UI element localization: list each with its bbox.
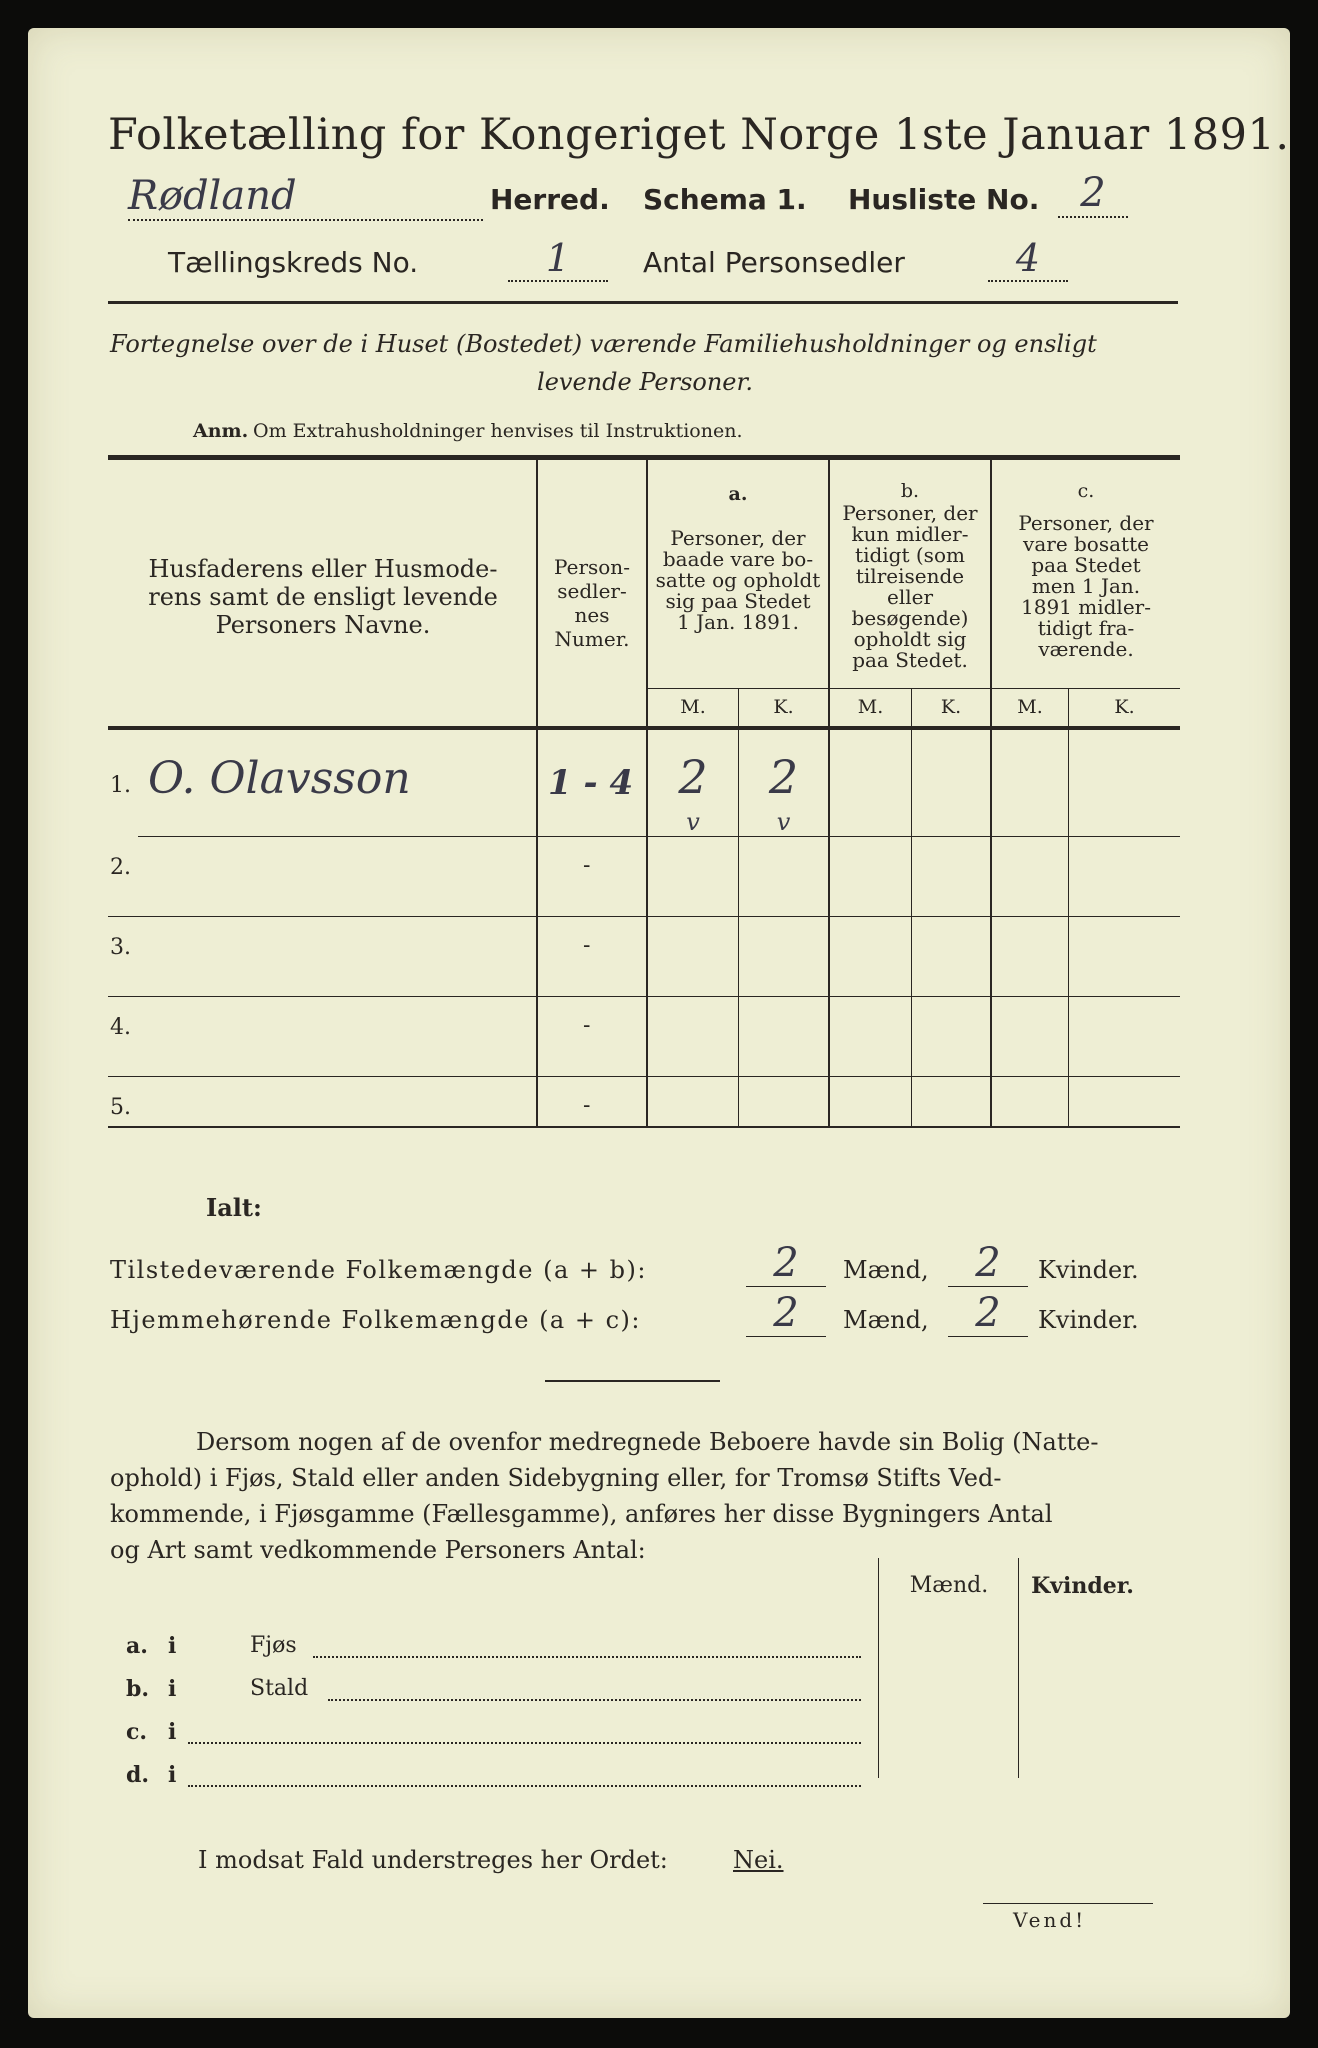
- c-k-label: K.: [1114, 696, 1135, 718]
- intro-line-1: Fortegnelse over de i Huset (Bostedet) værende Familiehusholdninger og ensligt: [110, 330, 1097, 358]
- modsat-word: Nei.: [733, 1846, 784, 1874]
- col-c-header-line: paa Stedet: [1031, 553, 1141, 577]
- note-line-4: og Art samt vedkommende Personers Antal:: [110, 1536, 646, 1564]
- row-5-persnum: -: [583, 1093, 591, 1118]
- anm-label: Anm.: [193, 420, 249, 442]
- row-3-number: 3.: [110, 935, 131, 960]
- hjemme-label: Hjemmehørende Folkemængde (a + c):: [110, 1306, 641, 1334]
- tilstede-maend-label: Mænd,: [843, 1256, 929, 1284]
- intro-line-2: levende Personer.: [537, 368, 753, 396]
- row-1-a-k-check: v: [776, 808, 791, 836]
- vend-label: Vend!: [1013, 1908, 1087, 1932]
- personsedler-label: Antal Personsedler: [643, 246, 905, 279]
- col-name-header: [113, 555, 533, 639]
- husliste-value: 2: [1058, 170, 1128, 218]
- row-3-persnum: -: [583, 933, 591, 958]
- section-divider: [545, 1380, 720, 1382]
- item-c-i: i: [168, 1719, 177, 1745]
- row-1-a-m-check: v: [686, 808, 700, 836]
- ialt-label: Ialt:: [206, 1193, 262, 1222]
- row-1-persnum: 1 - 4: [548, 763, 634, 803]
- item-b-letter: b.: [126, 1676, 150, 1702]
- col-name-header-line: rens samt de ensligt levende: [148, 583, 498, 611]
- tilstede-kvinder-value: 2: [948, 1240, 1028, 1287]
- col-a-header-line: Personer, der: [670, 526, 806, 550]
- form-title: Folketælling for Kongeriget Norge 1ste Januar 1891.: [108, 110, 1290, 160]
- col-b-header: [830, 503, 990, 671]
- b-k-label: K.: [940, 696, 962, 718]
- taellingskreds-value: 1: [508, 236, 608, 282]
- note-col-kvinder: Kvinder.: [1031, 1573, 1134, 1599]
- col-c-header-line: 1891 midler-: [1021, 595, 1151, 619]
- col-b-header-line: tidigt (som: [855, 543, 965, 567]
- row-2-line: [108, 916, 1180, 917]
- item-b-i: i: [168, 1676, 177, 1702]
- row-1-number: 1.: [110, 773, 131, 798]
- col-num-header-line: Person-: [554, 555, 630, 579]
- modsat-label: I modsat Fald understreges her Ordet:: [198, 1846, 668, 1874]
- note-col-divider-1: [878, 1558, 879, 1778]
- tilstede-label: Tilstedeværende Folkemængde (a + b):: [110, 1256, 647, 1284]
- table-header-rule: [108, 726, 1180, 730]
- col-c-header-line: Personer, der: [1018, 511, 1154, 535]
- anm-text: Om Extrahusholdninger henvises til Instruktionen.: [253, 420, 743, 442]
- row-1-a-k: 2: [768, 750, 799, 804]
- note-col-maend: Mænd.: [909, 1573, 989, 1598]
- col-name-header-line: Husfaderens eller Husmode-: [148, 555, 498, 583]
- hjemme-maend-label: Mænd,: [843, 1306, 929, 1334]
- col-num-header: [538, 555, 646, 651]
- note-col-divider-2: [1018, 1558, 1019, 1778]
- husliste-label: Husliste No.: [848, 183, 1040, 216]
- c-m-label: M.: [1017, 696, 1043, 718]
- census-form-page: [28, 28, 1290, 2018]
- item-a-label: Fjøs: [250, 1633, 297, 1658]
- col-c-header-line: men 1 Jan.: [1031, 574, 1141, 598]
- herred-label: Herred.: [490, 183, 610, 216]
- col-c-header-line: vare bosatte: [1023, 532, 1149, 556]
- col-b-header-line: besøgende): [851, 606, 969, 630]
- col-c-header-line: tidigt fra-: [1037, 616, 1135, 640]
- col-b-header-line: opholdt sig: [853, 627, 967, 651]
- item-a-i: i: [168, 1633, 177, 1659]
- col-a-header-line: baade vare bo-: [662, 547, 814, 571]
- row-4-persnum: -: [583, 1013, 591, 1038]
- col-b-header-line: Personer, der: [842, 501, 978, 525]
- a-k-label: K.: [773, 696, 794, 718]
- col-a-header-line: 1 Jan. 1891.: [677, 610, 799, 634]
- item-d-dots: [188, 1785, 861, 1787]
- col-b-header-line: paa Stedet.: [852, 648, 968, 672]
- item-b-dots: [328, 1699, 861, 1701]
- col-name-header-line: Personers Navne.: [215, 611, 431, 639]
- col-a-letter: a.: [728, 483, 748, 505]
- item-c-dots: [188, 1742, 861, 1744]
- row-3-line: [108, 996, 1180, 997]
- table-bottom-rule: [108, 1126, 1180, 1128]
- col-a-header-line: satte og opholdt: [655, 568, 821, 592]
- hjemme-maend-value: 2: [746, 1290, 826, 1337]
- col-divider-ck: [1068, 688, 1069, 1128]
- b-m-label: M.: [857, 696, 884, 718]
- col-c-letter: c.: [1077, 480, 1095, 502]
- col-b-header-line: kun midler-: [851, 522, 969, 546]
- personsedler-value: 4: [988, 236, 1068, 282]
- row-4-number: 4.: [110, 1015, 131, 1040]
- col-a-header-line: sig paa Stedet: [665, 589, 811, 613]
- a-m-label: M.: [680, 696, 706, 718]
- col-b-letter: b.: [900, 480, 920, 502]
- header-divider: [108, 301, 1178, 304]
- item-a-dots: [313, 1656, 861, 1658]
- col-num-header-line: sedler-: [557, 579, 627, 603]
- col-num-header-line: Numer.: [554, 627, 630, 651]
- hjemme-kvinder-value: 2: [948, 1290, 1028, 1337]
- item-b-label: Stald: [250, 1676, 309, 1701]
- note-line-3: kommende, i Fjøsgamme (Fællesgamme), anføres her disse Bygningers Antal: [110, 1500, 1053, 1528]
- item-d-i: i: [168, 1762, 177, 1788]
- row-1-line: [138, 836, 1180, 837]
- hjemme-kvinder-label: Kvinder.: [1038, 1306, 1139, 1334]
- row-1-name: O. Olavsson: [148, 753, 411, 804]
- row-4-line: [108, 1076, 1180, 1077]
- item-d-letter: d.: [126, 1762, 150, 1788]
- col-b-header-line: tilreisende: [855, 564, 965, 588]
- col-c-header: [992, 513, 1180, 660]
- row-2-persnum: -: [583, 853, 591, 878]
- tilstede-kvinder-label: Kvinder.: [1038, 1256, 1139, 1284]
- note-line-1: Dersom nogen af de ovenfor medregnede Beboere havde sin Bolig (Natte-: [196, 1428, 1099, 1456]
- schema-label: Schema 1.: [643, 183, 807, 216]
- row-2-number: 2.: [110, 855, 131, 880]
- col-divider-bk: [911, 688, 912, 1128]
- mk-header-rule: [648, 688, 1180, 689]
- row-1-a-m: 2: [678, 750, 708, 804]
- vend-rule: [983, 1903, 1153, 1904]
- note-line-2: ophold) i Fjøs, Stald eller anden Sidebygning eller, for Tromsø Stifts Ved-: [110, 1464, 1002, 1492]
- table-top-rule: [108, 455, 1180, 460]
- row-5-number: 5.: [110, 1095, 131, 1120]
- col-a-header: [648, 528, 828, 633]
- herred-value: Rødland: [128, 173, 483, 221]
- col-num-header-line: nes: [574, 603, 610, 627]
- col-c-header-line: værende.: [1038, 637, 1134, 661]
- tilstede-maend-value: 2: [746, 1240, 826, 1287]
- item-a-letter: a.: [126, 1633, 148, 1659]
- item-c-letter: c.: [126, 1719, 148, 1745]
- taellingskreds-label: Tællingskreds No.: [168, 246, 419, 279]
- col-b-header-line: eller: [886, 585, 934, 609]
